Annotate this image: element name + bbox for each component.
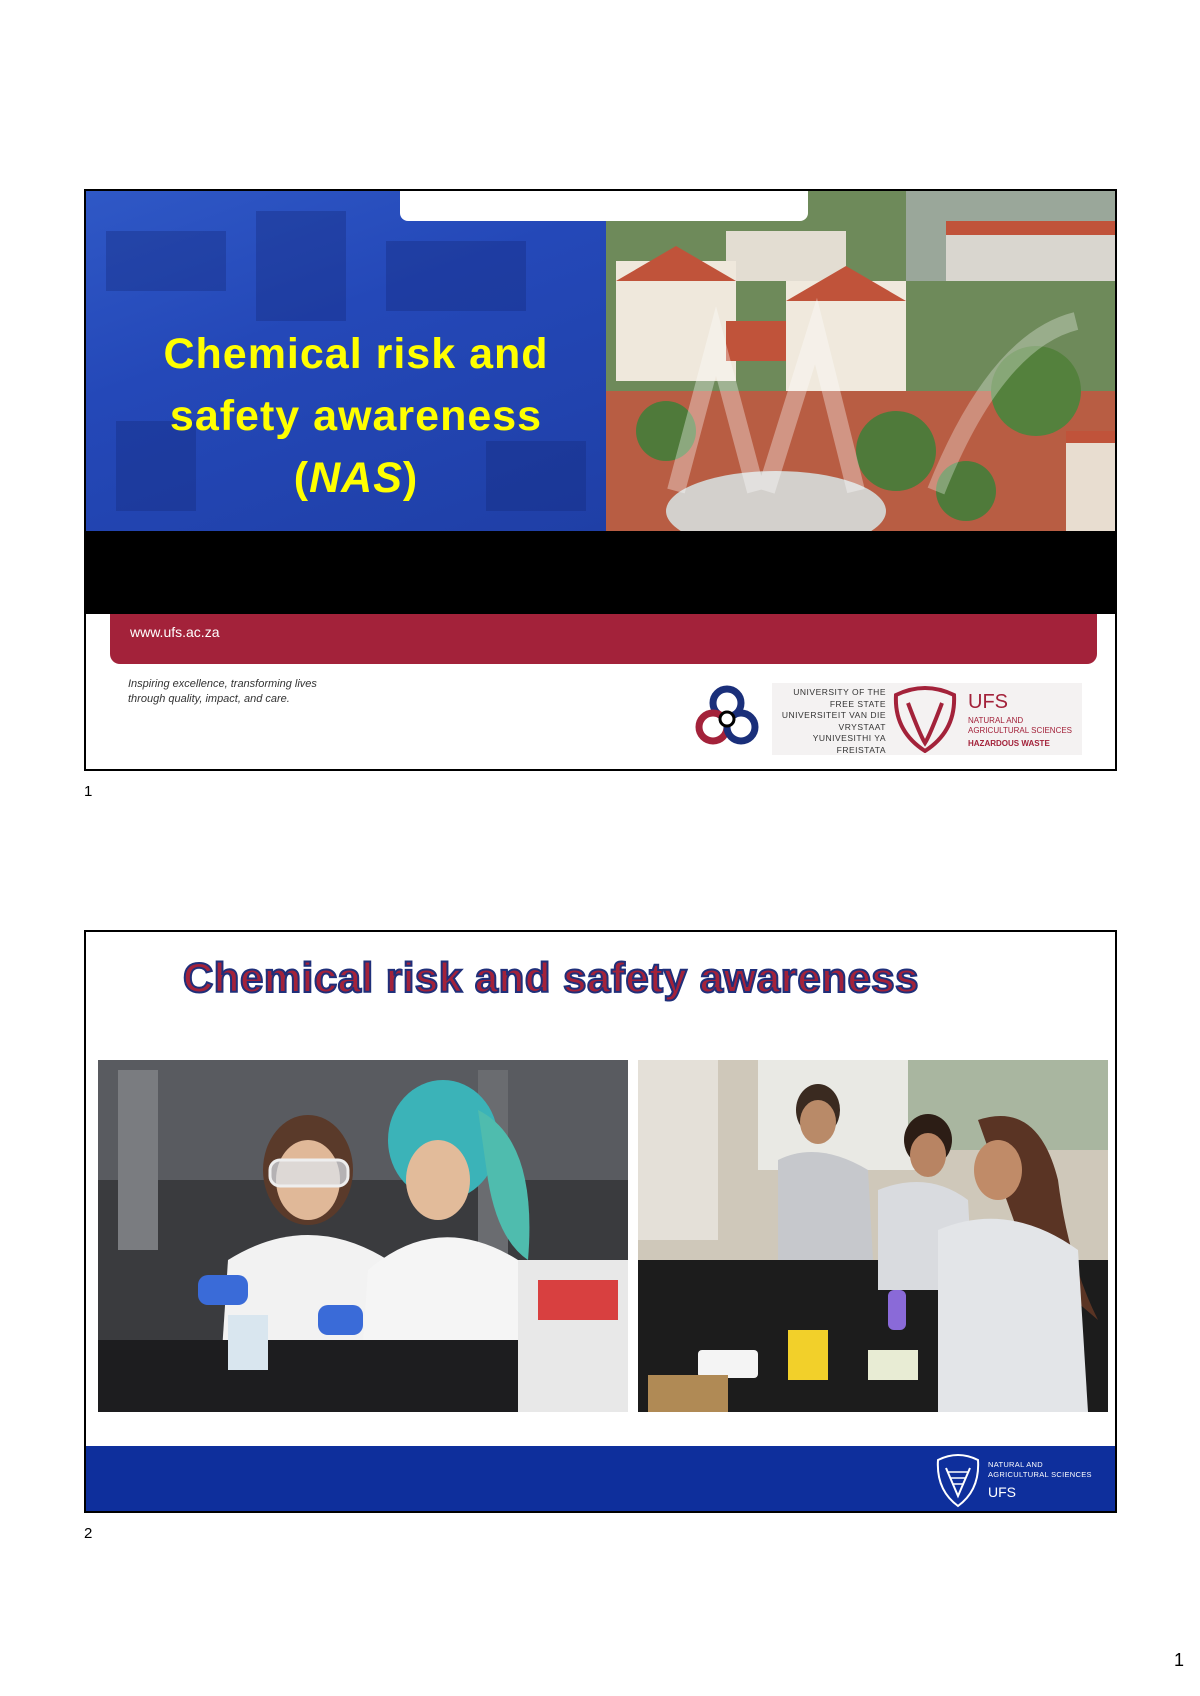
nas-abbrev: NAS bbox=[309, 454, 403, 502]
campus-aerial-photo bbox=[606, 191, 1117, 531]
faculty-line-2: AGRICULTURAL SCIENCES bbox=[988, 1470, 1092, 1479]
paren-open: ( bbox=[293, 454, 310, 502]
slide-1-title bbox=[106, 323, 606, 509]
blue-footer-band bbox=[86, 1446, 1117, 1513]
title-line-3 bbox=[106, 447, 606, 509]
ufs-shield-icon bbox=[890, 685, 960, 758]
ufs-logo-panel bbox=[772, 683, 1082, 755]
uni-line-2: FREE STATE bbox=[829, 698, 886, 709]
faculty-line-1: NATURAL AND bbox=[988, 1460, 1043, 1469]
tagline-line-2: through quality, impact, and care. bbox=[128, 693, 290, 705]
uni-line-3: UNIVERSITEIT VAN DIE bbox=[781, 710, 886, 720]
tagline-line-1: Inspiring excellence, transforming lives bbox=[128, 678, 317, 690]
faculty-name bbox=[988, 1460, 1092, 1480]
paren-close: ) bbox=[402, 454, 419, 502]
uni-line-1: UNIVERSITY OF THE bbox=[793, 687, 886, 697]
hazardous-waste-label: HAZARDOUS WASTE bbox=[968, 739, 1050, 748]
red-footer-band bbox=[110, 614, 1097, 664]
slide-1-number: 1 bbox=[84, 783, 93, 800]
title-line-1: Chemical risk and bbox=[163, 330, 549, 378]
ufs-faculty-shield-icon bbox=[934, 1452, 982, 1513]
biohazard-icon bbox=[694, 683, 760, 760]
ufs-label: UFS bbox=[968, 691, 1008, 713]
slide-2-title: Chemical risk and safety awareness bbox=[182, 954, 920, 1001]
faculty-line-1: NATURAL AND bbox=[968, 716, 1024, 725]
top-white-tab bbox=[400, 191, 808, 221]
page-number: 1 bbox=[1174, 1650, 1185, 1670]
lab-students-photo-1 bbox=[98, 1060, 628, 1412]
uni-line-6: FREISTATA bbox=[836, 744, 886, 755]
black-band bbox=[86, 531, 1117, 614]
slide-2-number: 2 bbox=[84, 1525, 93, 1542]
faculty-name bbox=[968, 716, 1072, 736]
lab-students-photo-2 bbox=[638, 1060, 1108, 1412]
title-line-2: safety awareness bbox=[169, 392, 543, 440]
uni-line-4: VRYSTAAT bbox=[838, 721, 886, 732]
tagline bbox=[128, 677, 388, 707]
ufs-label: UFS bbox=[988, 1484, 1016, 1500]
faculty-line-2: AGRICULTURAL SCIENCES bbox=[968, 726, 1073, 735]
slide-2 bbox=[84, 930, 1117, 1513]
university-name-lines bbox=[776, 687, 886, 756]
uni-line-5: YUNIVESITHI YA bbox=[812, 733, 886, 743]
slide-1 bbox=[84, 189, 1117, 771]
website-url[interactable]: www.ufs.ac.za bbox=[130, 624, 220, 640]
campus-buildings-illustration bbox=[606, 191, 1117, 531]
